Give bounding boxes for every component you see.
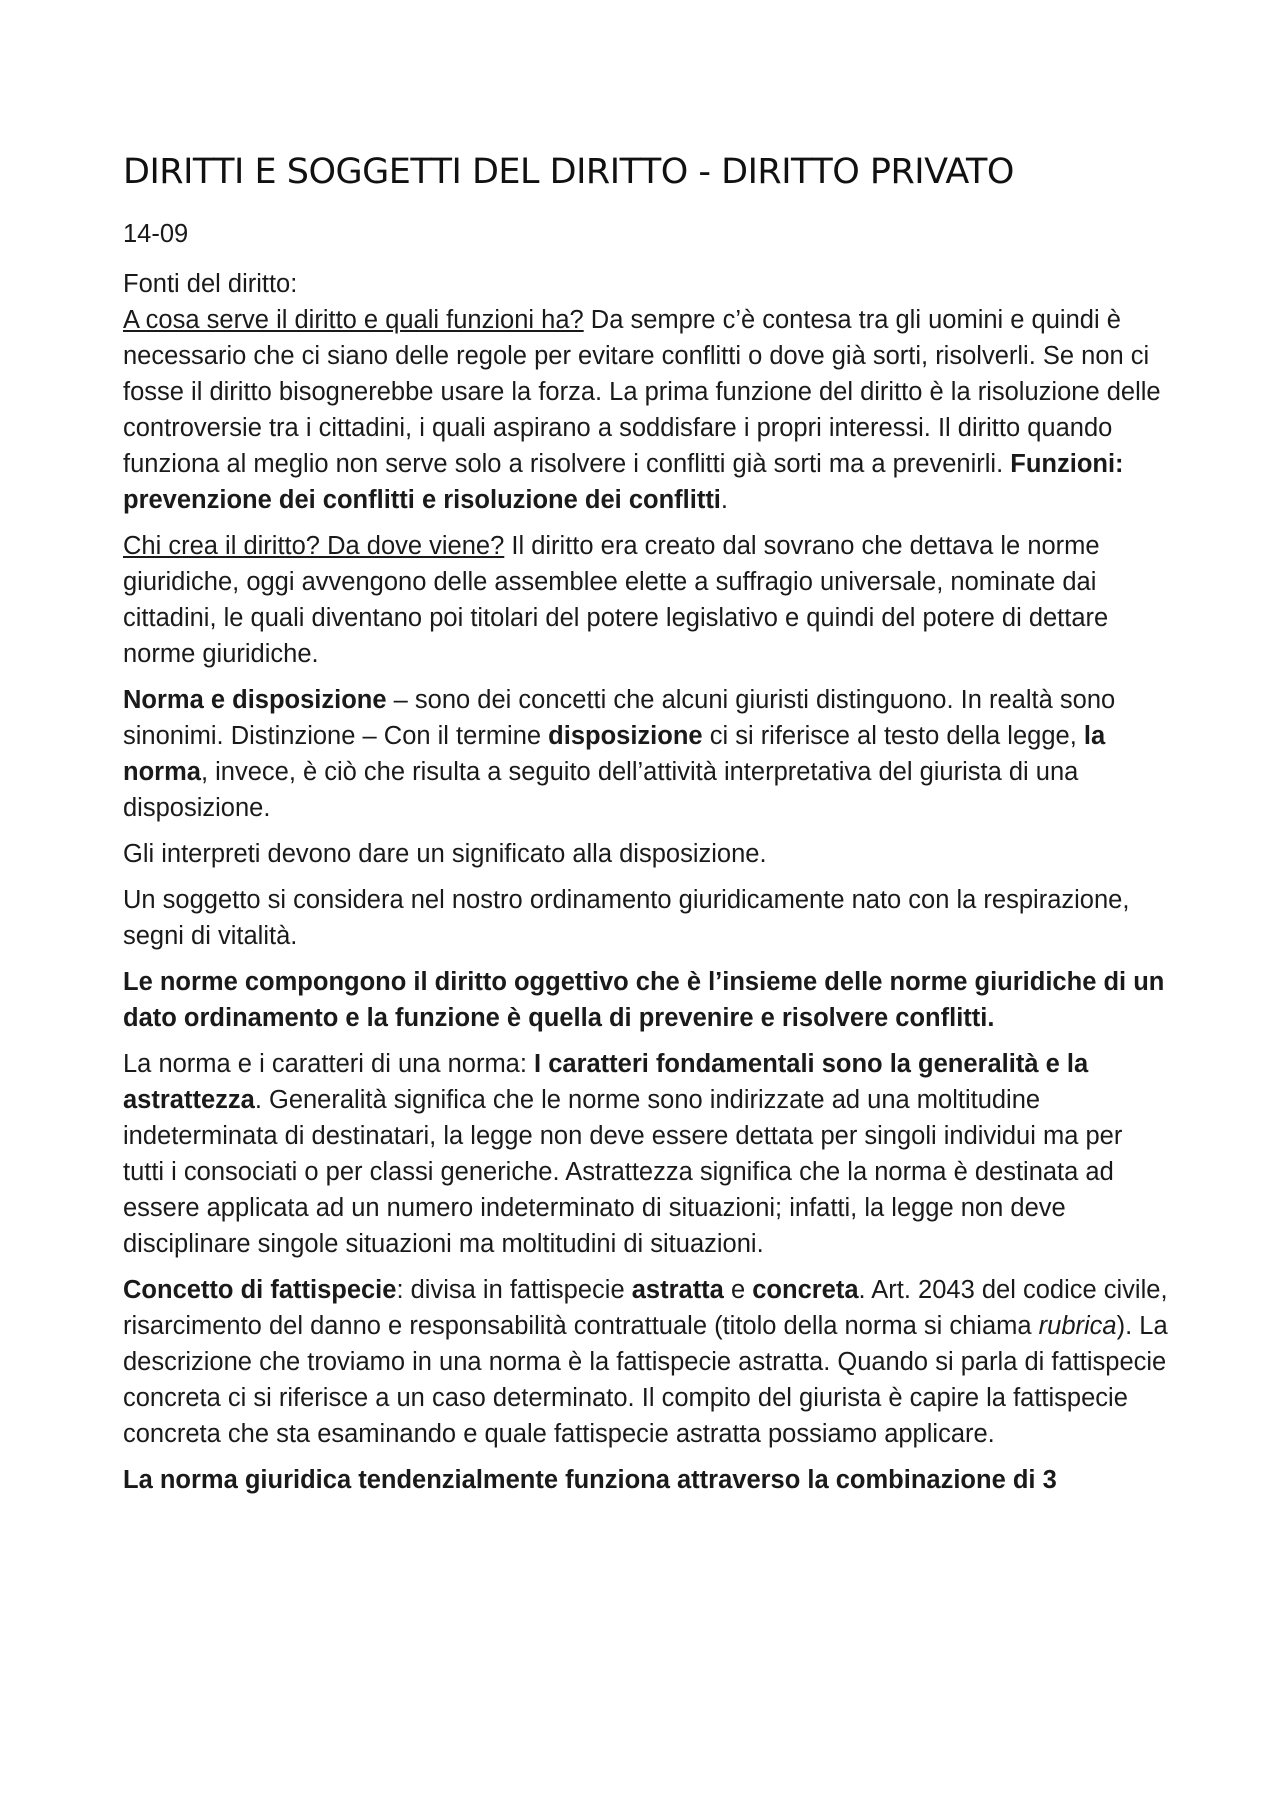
bold-text: concreta [752, 1276, 859, 1304]
document-page [123, 150, 1168, 1508]
paragraph-origin [123, 528, 1168, 672]
bold-text: astratta [631, 1276, 724, 1304]
paragraph-text: . [720, 486, 728, 514]
bold-text: Le norme compongono il diritto oggettivo che è l’insieme delle norme giuridiche di un dato ordinamento e la funzione è quella di prevenire e risolvere conflitti. [123, 968, 1165, 1032]
paragraph-text: e [723, 1276, 753, 1304]
paragraph-text: , invece, è ciò che risulta a seguito dell’attività interpretativa del giurista di una disposizione. [123, 758, 1079, 822]
question-functions: A cosa serve il diritto e quali funzioni ha? [123, 306, 584, 334]
paragraph-caratteri [123, 1046, 1168, 1262]
paragraph-norma-disposizione [123, 682, 1168, 826]
fonti-label: Fonti del diritto: [123, 270, 298, 298]
bold-text: disposizione [548, 722, 703, 750]
paragraph-text: . Art. 2043 del codice civile, risarcimento del danno e responsabilità contrattuale (titolo della norma si chiama [123, 1276, 1168, 1340]
paragraph-text: Il diritto era creato dal sovrano che dettava le norme giuridiche, oggi avvengono delle assemblee elette a suffragio universale, nominate dai cittadini, le quali diventano poi titolari del potere legislativo e quindi del potere di dettare norme giuridiche. [123, 532, 1109, 668]
italic-text: rubrica [1038, 1312, 1117, 1340]
bold-text: La norma giuridica tendenzialmente funziona attraverso la combinazione di 3 [123, 1466, 1057, 1494]
date-label: 14-09 [123, 220, 189, 248]
bold-text: Norma e disposizione [123, 686, 387, 714]
question-origin: Chi crea il diritto? Da dove viene? [123, 532, 505, 560]
paragraph-text: . Generalità significa che le norme sono indirizzate ad una moltitudine indeterminata di destinatari, la legge non deve essere dettata per singoli individui ma per tutti i consociati o per classi generiche. Astrattezza significa che la norma è destinata ad essere applicata ad un numero indeterminato di situazioni; infatti, la legge non deve disciplinare singole situazioni ma moltitudini di situazioni. [123, 1086, 1123, 1258]
bold-text: Concetto di fattispecie [123, 1276, 397, 1304]
paragraph-interpreti: Gli interpreti devono dare un significato alla disposizione. [123, 840, 767, 868]
paragraph-text: La norma e i caratteri di una norma: [123, 1050, 535, 1078]
document-title: DIRITTI E SOGGETTI DEL DIRITTO - DIRITTO PRIVATO [123, 152, 1014, 192]
paragraph-text: Da sempre c’è contesa tra gli uomini e quindi è necessario che ci siano delle regole per evitare conflitti o dove già sorti, risolverli. Se non ci fosse il diritto bisognerebbe usare la forza. La prima funzione del diritto è la risoluzione delle controversie tra i cittadini, i quali aspirano a soddisfare i propri interessi. Il diritto quando funziona al meglio non serve solo a risolvere i conflitti già sorti ma a prevenirli. [123, 306, 1161, 478]
bold-text: I caratteri fondamentali sono la generalità e la astrattezza [123, 1050, 1089, 1114]
bold-text: Funzioni: prevenzione dei conflitti e risoluzione dei conflitti [123, 450, 1124, 514]
paragraph-soggetto: Un soggetto si considera nel nostro ordinamento giuridicamente nato con la respirazione, segni di vitalità. [123, 886, 1130, 950]
bold-text: la norma [123, 722, 1106, 786]
paragraph-fonti [123, 266, 1168, 518]
paragraph-text: – sono dei concetti che alcuni giuristi distinguono. In realtà sono sinonimi. Distinzione – Con il termine [123, 686, 1116, 750]
paragraph-combinazione [123, 1462, 1168, 1498]
paragraph-fattispecie [123, 1272, 1168, 1452]
paragraph-text: ). La descrizione che troviamo in una norma è la fattispecie astratta. Quando si parla di fattispecie concreta ci si riferisce a un caso determinato. Il compito del giurista è capire la fattispecie concreta che sta esaminando e quale fattispecie astratta possiamo applicare. [123, 1312, 1168, 1448]
paragraph-diritto-oggettivo [123, 964, 1168, 1036]
paragraph-text: : divisa in fattispecie [396, 1276, 632, 1304]
paragraph-text: ci si riferisce al testo della legge, [702, 722, 1084, 750]
